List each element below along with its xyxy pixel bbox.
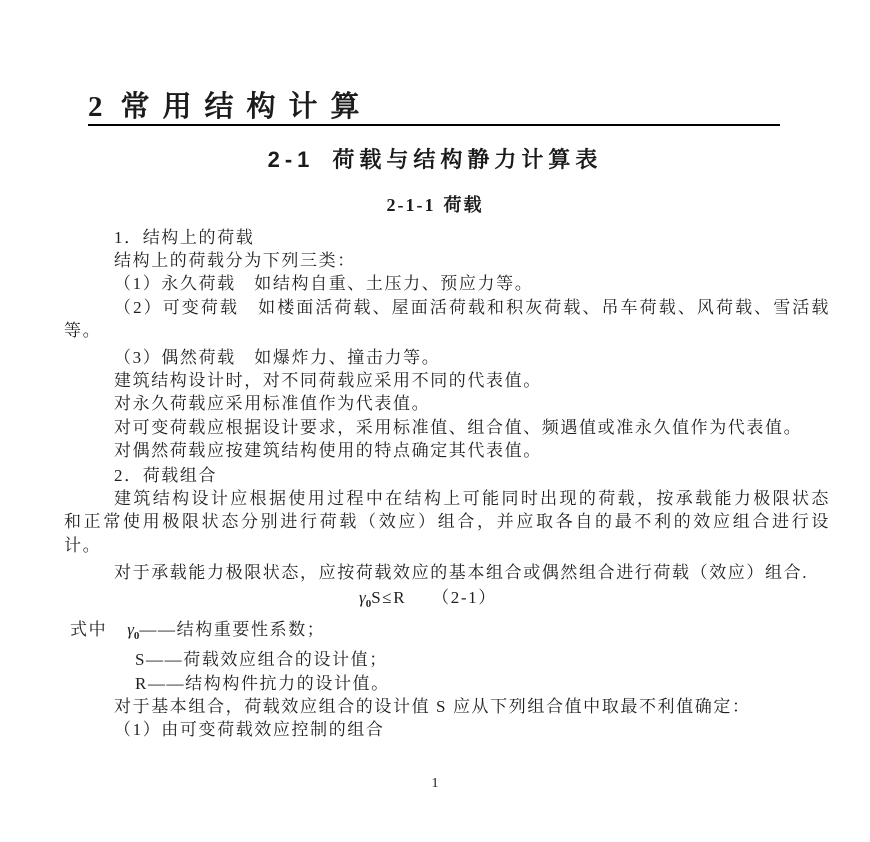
definition-line: R——结构构件抗力的设计值。 (135, 673, 390, 693)
body-line: 2．荷载组合 (114, 466, 218, 486)
section-heading (0, 143, 870, 174)
gamma-subscript: 0 (133, 630, 140, 643)
section-title: 荷载与结构静力计算表 (332, 147, 603, 172)
chapter-title: 常用结构计算 (120, 91, 373, 123)
body-line: 建筑结构设计应根据使用过程中在结构上可能同时出现的荷载，按承载能力极限状态 (114, 489, 830, 509)
body-line: （1）由可变荷载效应控制的组合 (114, 720, 385, 740)
formula-number: （2-1） (432, 588, 497, 608)
formula-expression (359, 586, 406, 616)
page-number: 1 (431, 776, 439, 791)
formula-where-line (64, 618, 830, 648)
body-line: 1．结构上的荷载 (114, 228, 255, 247)
subsection-heading (0, 191, 870, 217)
gamma-subscript: 0 (365, 598, 372, 611)
section-number: 2-1 (267, 147, 315, 172)
where-prefix: 式中 (70, 620, 108, 640)
gamma-symbol: γ (359, 588, 366, 608)
chapter-number: 2 (88, 91, 103, 123)
body-line: 计。 (64, 535, 102, 555)
formula-body: S≤R (371, 588, 407, 608)
body-line: （3）偶然荷载 如爆炸力、撞击力等。 (114, 348, 441, 368)
body-line: 和正常使用极限状态分别进行荷载（效应）组合，并应取各自的最不利的效应组合进行设 (64, 512, 830, 532)
body-line: （1）永久荷载 如结构自重、土压力、预应力等。 (114, 274, 534, 294)
where-description: ——结构重要性系数； (139, 620, 326, 640)
gamma-symbol: γ (127, 620, 134, 640)
definition-line: S——荷载效应组合的设计值； (135, 650, 388, 670)
body-line: 对永久荷载应采用标准值作为代表值。 (114, 394, 431, 414)
body-line: 对于基本组合，荷载效应组合的设计值 S 应从下列组合值中取最不利值确定： (114, 696, 751, 716)
subsection-title: 荷载 (443, 195, 484, 215)
body-line: 对于承载能力极限状态，应按荷载效应的基本组合或偶然组合进行荷载（效应）组合. (114, 562, 809, 582)
body-line: 等。 (64, 320, 102, 340)
chapter-divider-rule (88, 124, 780, 126)
subsection-number: 2-1-1 (386, 195, 436, 215)
body-text-block (64, 226, 830, 741)
body-line: 结构上的荷载分为下列三类： (114, 251, 356, 271)
body-line: 对偶然荷载应按建筑结构使用的特点确定其代表值。 (114, 440, 542, 460)
body-line: 建筑结构设计时，对不同荷载应采用不同的代表值。 (114, 371, 542, 391)
formula-2-1 (64, 586, 830, 616)
chapter-heading (88, 84, 373, 125)
body-line: 对可变荷载应根据设计要求，采用标准值、组合值、频遇值或准永久值作为代表值。 (114, 417, 803, 437)
body-line: （2）可变荷载 如楼面活荷载、屋面活荷载和积灰荷载、吊车荷载、风荷载、雪活载 (114, 297, 830, 317)
